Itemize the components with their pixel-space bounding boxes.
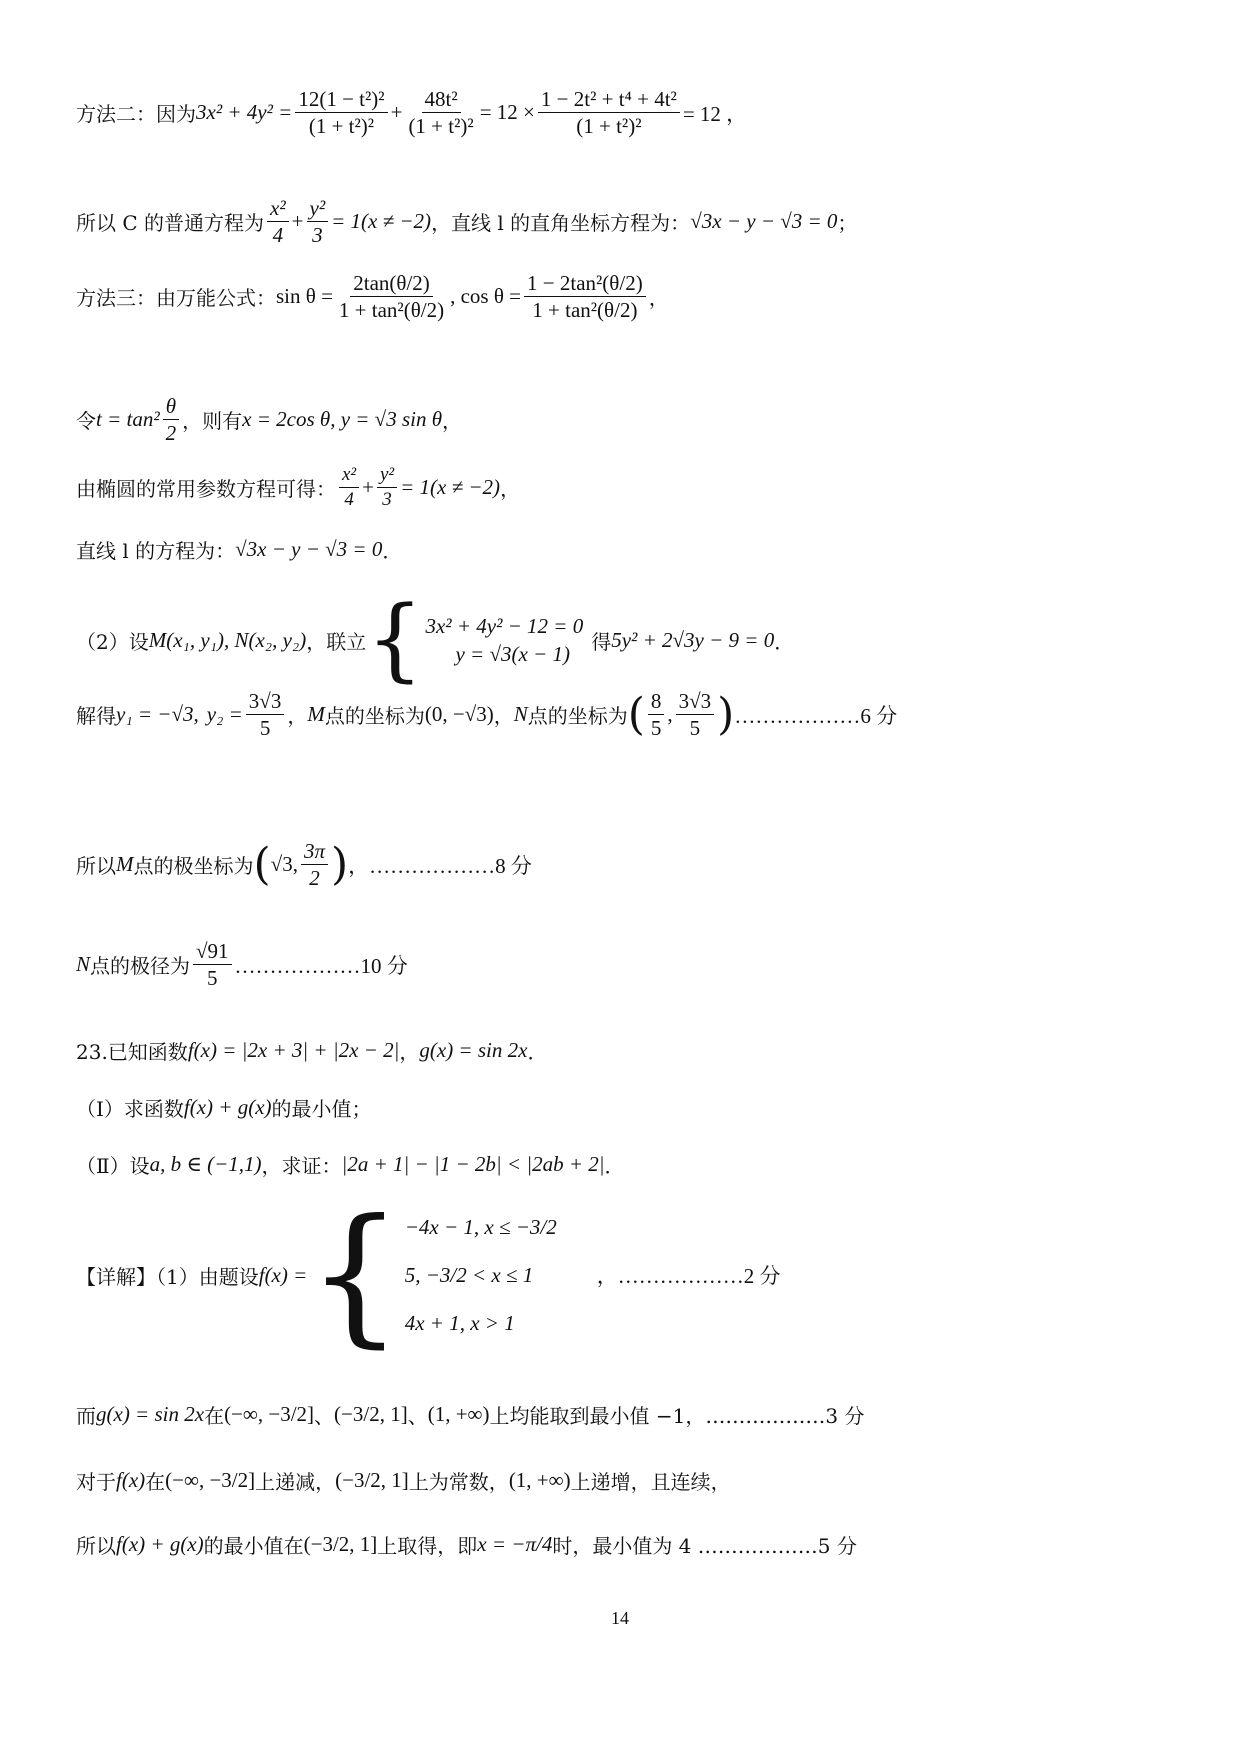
left-brace: { (307, 1188, 403, 1362)
piecewise-line: 【详解】（1）由题设 f(x) = { −4x − 1, x ≤ −3/2 5, −3/2 < x ≤ 1 4x + 1, x > 1 ，………………2 分 (76, 1188, 781, 1362)
fraction: $\frac{3√3}{5}$ (246, 690, 285, 739)
page-number: 14 (611, 1608, 629, 1628)
fraction: $\frac{\text{y²}}{3}$ (377, 465, 397, 510)
fraction: $\frac{\text{12(1 − t²)²}}{\text{(1 + t²)²}}$ (295, 88, 387, 137)
fraction: $\frac{3\pi}{2}$ (301, 840, 328, 889)
fraction: $\frac{\text{1 − 2tan²(θ/2)}}{\text{1 + tan²(θ/2)}}$ (524, 272, 646, 321)
g-minimum-line: 而 g(x) = sin 2x 在 (−∞, −3/2] 、 (−3/2, 1] 、 (1, +∞) 上均能取到最小值 −1，………………3 分 (76, 1402, 865, 1428)
fraction: $\frac{\text{x²}}{4}$ (339, 465, 359, 510)
problem-23-line: 23.已知函数 f(x) = |2x + 3| + |2x − 2| ， g(x) = sin 2x ． (76, 1038, 548, 1064)
parametric-line: 由椭圆的常用参数方程可得： $\frac{\text{x²}}{4}$ + $\frac{\text{y²}}{3}$ = 1(x ≠ −2) ， (76, 464, 521, 510)
method-three-line: 方法三：由万能公式： sin θ = $\frac{2\tan(\theta/2)}{\text{1 + tan²(θ/2)}}$ , cos θ = $\frac{\text{1 − 2tan²(θ/2)}}{\text{1 + tan²(θ/2)}}$ ， (76, 271, 669, 323)
fraction: $\frac{8}{5}$ (648, 690, 665, 739)
method-two-line: 方法二：因为 3x² + 4y² = $\frac{\text{12(1 − t²)²}}{\text{(1 + t²)²}}$ + $\frac{\text{48t²}}{\text{(1 + t²)²}}$ = 12 × $\frac{\text{1 − 2t² + t⁴ + 4t²}}{\text{(1 + t²)²}}$ = 12 ， (76, 87, 748, 139)
fraction: $\frac{3√3}{5}$ (676, 690, 715, 739)
line-equation: 直线 l 的方程为： √3x − y − √3 = 0 ． (76, 537, 403, 563)
fraction: $\frac{\text{y²}}{3}$ (307, 197, 329, 246)
substitution-line: 令 t = tan² $\frac{\theta}{2}$ ，则有 x = 2cos θ, y = √3 sin θ ， (76, 394, 463, 446)
polar-radius-line: N 点的极径为 $\frac{√91}{5}$ ………………10 分 (76, 939, 408, 991)
part-one-question: （Ⅰ）求函数 f(x) + g(x) 的最小值； (76, 1095, 372, 1121)
min-value-line: 所以 f(x) + g(x) 的最小值在 (−3/2, 1] 上取得，即 x = −π/4 时，最小值为 4 ………………5 分 (76, 1532, 857, 1558)
polar-coord-line: 所以 M 点的极坐标为 ( √3, $\frac{3\pi}{2}$ ) ，………………8 分 (76, 838, 532, 891)
fraction: $\frac{\text{x²}}{4}$ (267, 197, 289, 246)
solutions-line: 解得 y₁ = −√3, y₂ = $\frac{3√3}{5}$ ， M 点的坐标为 (0, −√3) ， N 点的坐标为 ( $\frac{8}{5}$ , $\frac{3√3}{5}$ ) ………………6 分 (76, 688, 898, 741)
fraction: $\frac{\text{48t²}}{\text{(1 + t²)²}}$ (408, 87, 474, 139)
ellipse-equation-line: 所以 C 的普通方程为 $\frac{\text{x²}}{4}$ + $\frac{\text{y²}}{3}$ = 1(x ≠ −2) ，直线 l 的直角坐标方程为： √3x − y − √3 = 0 ； (76, 196, 858, 248)
fraction: $\frac{√91}{5}$ (193, 940, 232, 989)
f-monotonic-line: 对于 f(x) 在 (−∞, −3/2] 上递减， (−3/2, 1] 上为常数， (1, +∞) 上递增，且连续， (76, 1468, 731, 1494)
part-two-system-line: （2）设 M(x₁, y₁), N(x₂, y₂) ，联立 { 3x² + 4y² − 12 = 0 y = √3(x − 1) 得 5y² + 2√3y − 9 = 0 ． (76, 587, 795, 692)
fraction: $\frac{\text{1 − 2t² + t⁴ + 4t²}}{\text{(1 + t²)²}}$ (538, 88, 680, 137)
fraction: $\frac{2\tan(\theta/2)}{\text{1 + tan²(θ/2)}}$ (338, 271, 445, 323)
left-brace: { (366, 587, 424, 692)
piecewise-cases: −4x − 1, x ≤ −3/2 5, −3/2 < x ≤ 1 4x + 1, x > 1 (404, 1214, 557, 1335)
fraction: $\frac{\theta}{2}$ (163, 395, 180, 444)
equation-system: 3x² + 4y² − 12 = 0 y = √3(x − 1) (425, 613, 584, 666)
part-two-question: （Ⅱ）设 a, b ∈ (−1,1) ，求证： |2a + 1| − |1 − 2b| < |2ab + 2| ． (76, 1152, 625, 1178)
